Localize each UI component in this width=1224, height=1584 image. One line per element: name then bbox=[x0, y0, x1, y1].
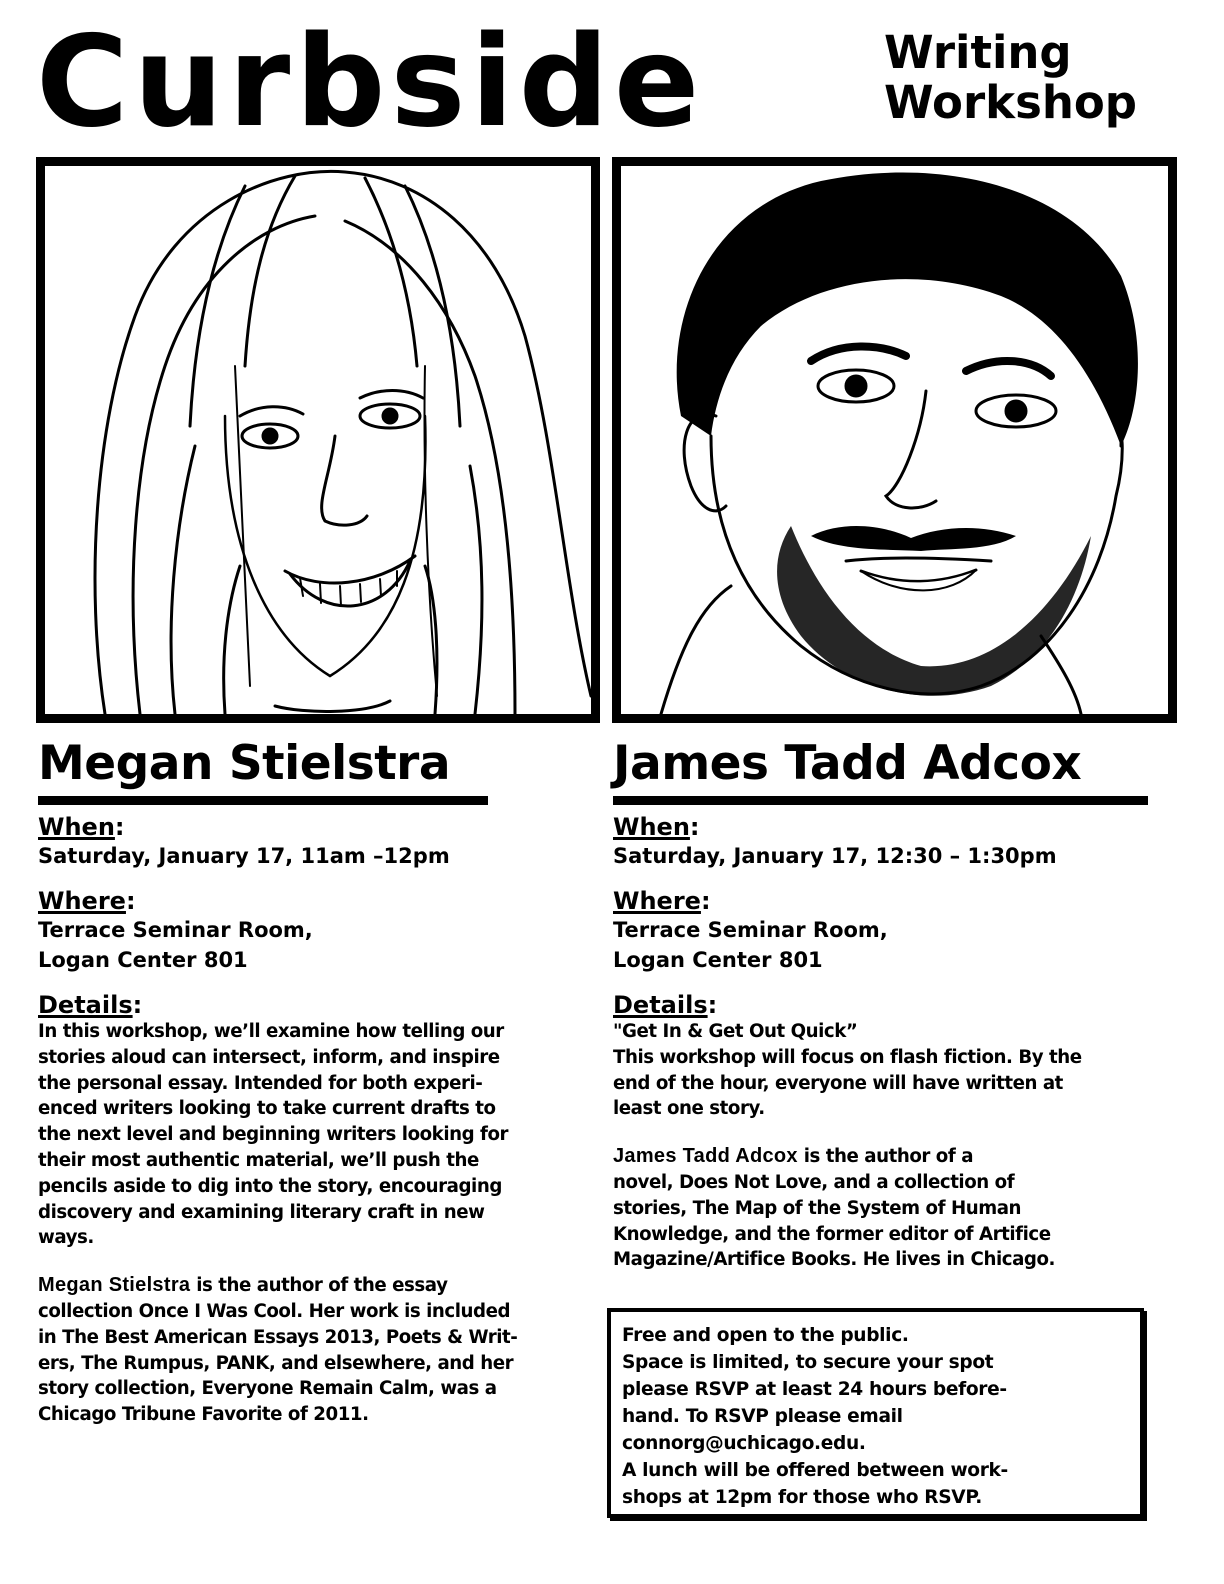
details-text: "Get In & Get Out Quick” This workshop will focus on flash fiction. By the end of the hour, everyone will have written at least one story. James Tadd Adcox is the author of a novel, Does Not Love, and a collection of stories, The Map of the System of Human Knowledge, and the former editor of Artifice Magazine/Artifice Books. He lives in Chicago. bbox=[613, 1019, 1173, 1273]
where-line-2: Logan Center 801 bbox=[613, 948, 823, 972]
where-label: Where: bbox=[613, 887, 711, 915]
info-line: A lunch will be offered between work- bbox=[622, 1460, 1008, 1481]
when-value: Saturday, January 17, 11am –12pm bbox=[38, 844, 450, 868]
where-line-2: Logan Center 801 bbox=[38, 948, 248, 972]
speaker-name: Megan Stielstra bbox=[38, 736, 451, 791]
left-column bbox=[38, 736, 578, 1428]
portrait-illustration-right bbox=[621, 166, 1168, 714]
info-line: shops at 12pm for those who RSVP. bbox=[622, 1487, 982, 1508]
rsvp-info-box bbox=[607, 1308, 1144, 1518]
when-label: When: bbox=[38, 813, 125, 841]
brand-title: Curbside bbox=[36, 8, 705, 155]
bio-text: James Tadd Adcox is the author of a novel, Does Not Love, and a collection of stories, The Map of the System of Human Knowledge, and the former editor of Artifice Magazine/Artifice Books. He lives in Chicago. bbox=[613, 1145, 1055, 1271]
subtitle-line-1: Writing bbox=[884, 26, 1072, 79]
details-text: In this workshop, we’ll examine how telling our stories aloud can intersect, inform, and inspire the personal essay. Intended for both experi- enced writers looking to take current drafts to the next level and beginning writers looking for their most authentic material, we’ll push the pencils aside to dig into the story, encouraging discovery and examining literary craft in new ways. Megan Stielstra is the author of the essay collection Once I Was Cool. Her work is included in The Best American Essays 2013, Poets & Writ- ers, The Rumpus, PANK, and elsewhere, and her story collection, Everyone Remain Calm, was a Chicago Tribune Favorite of 2011. bbox=[38, 1019, 578, 1428]
where-line-1: Terrace Seminar Room, bbox=[613, 918, 888, 942]
name-divider bbox=[38, 796, 488, 805]
details-label: Details: bbox=[613, 991, 718, 1019]
name-divider bbox=[613, 796, 1148, 805]
rsvp-email: connorg@uchicago.edu. bbox=[622, 1433, 866, 1454]
portrait-illustration-left bbox=[45, 166, 591, 714]
info-line: Free and open to the public. bbox=[622, 1325, 909, 1346]
bio-text: Megan Stielstra is the author of the essay collection Once I Was Cool. Her work is included in The Best American Essays 2013, Poets & Writ- ers, The Rumpus, PANK, and elsewhere, and her story collection, Everyone Remain Calm, was a Chicago Tribune Favorite of 2011. bbox=[38, 1274, 518, 1426]
portrait-megan-stielstra bbox=[36, 157, 600, 723]
when-value: Saturday, January 17, 12:30 – 1:30pm bbox=[613, 844, 1057, 868]
subtitle-line-2: Workshop bbox=[884, 76, 1138, 129]
info-line: please RSVP at least 24 hours before- bbox=[622, 1379, 1007, 1400]
where-label: Where: bbox=[38, 887, 136, 915]
details-label: Details: bbox=[38, 991, 143, 1019]
when-label: When: bbox=[613, 813, 700, 841]
bio-name: Megan Stielstra bbox=[38, 1274, 191, 1297]
portrait-james-tadd-adcox bbox=[612, 157, 1177, 723]
speaker-name: James Tadd Adcox bbox=[613, 736, 1082, 791]
header bbox=[36, 8, 1186, 155]
right-column bbox=[613, 736, 1173, 1273]
info-line: hand. To RSVP please email bbox=[622, 1406, 903, 1427]
brand-subtitle bbox=[884, 28, 1137, 128]
where-line-1: Terrace Seminar Room, bbox=[38, 918, 313, 942]
info-line: Space is limited, to secure your spot bbox=[622, 1352, 994, 1373]
bio-name: James Tadd Adcox bbox=[613, 1145, 798, 1168]
